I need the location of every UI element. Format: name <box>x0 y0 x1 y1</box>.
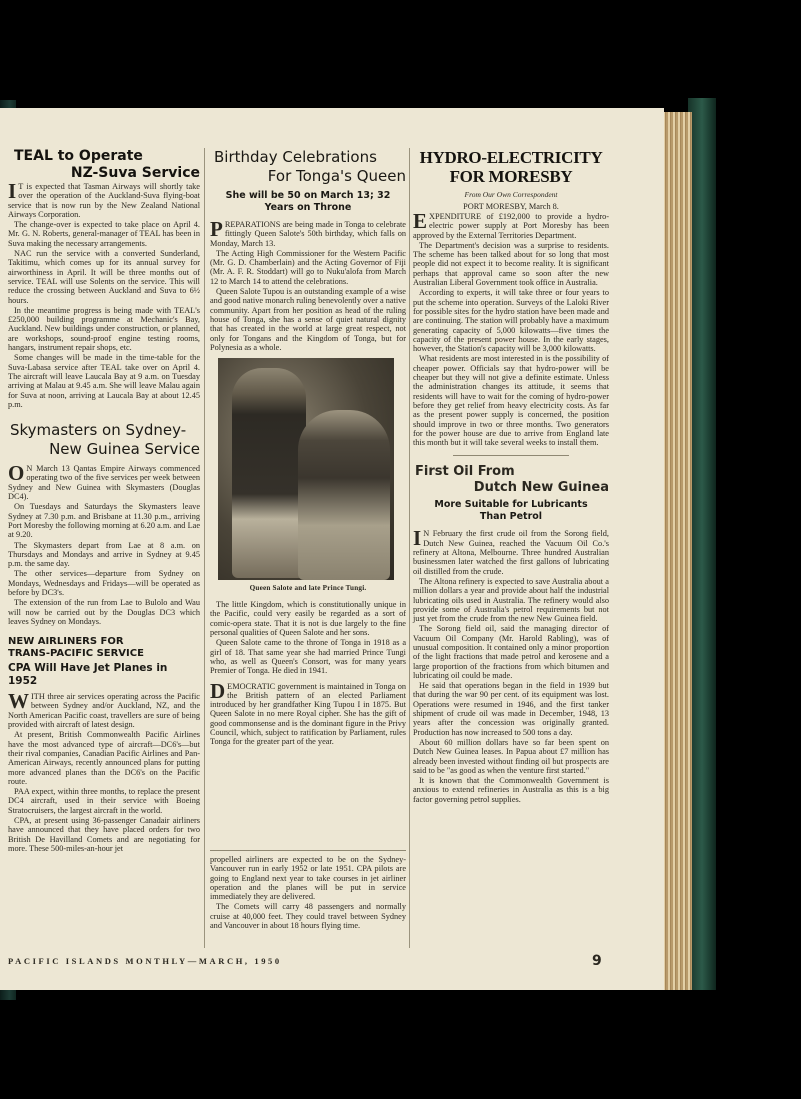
running-footer: PACIFIC ISLANDS MONTHLY—MARCH, 1950 <box>8 956 282 966</box>
article-teal <box>8 148 200 409</box>
dropcap: W <box>8 689 29 714</box>
subheadline: She will be 50 on March 13; 32 Years on Throne <box>225 190 391 213</box>
headline: Birthday Celebrations <box>214 148 377 166</box>
paragraph: Queen Salote Tupou is an outstanding example of a wise and good native monarch ruling benevolently over a native community. Apart from her position as head of the ruling house of Tonga, she has a sense of quiet natural dignity that has created in the world at large great respect, not only for Tongans and the Kingdom of Tonga, but for Polynesia as a whole. <box>210 287 406 352</box>
paragraph: O N March 13 Qantas Empire Airways commenced operating two of the five services per week between Sydney and New Guinea with Skymasters (Douglas DC4). <box>8 461 200 502</box>
column-3 <box>413 148 609 805</box>
paragraph: The little Kingdom, which is constitutionally unique in the Pacific, could very easily be regarded as a sort of comic-opera state. That it is not is due largely to the fine personal qualities of Queen Salote and her sons. <box>210 600 406 638</box>
headline: TEAL to Operate <box>14 148 143 164</box>
article-oil <box>413 464 609 804</box>
photo-figure-queen <box>298 410 390 580</box>
paragraph: I N February the first crude oil from the Sorong field, Dutch New Guinea, reached the Vacuum Oil Co.'s refinery at Altona, Melbourne. Three hundred Australian businessmen later watched the first gallons of lubricating oil distilled from the crude. <box>413 526 609 576</box>
paragraph: It is known that the Commonwealth Government is anxious to extend refineries in Australia as this is a big factor governing petrol supplies. <box>413 776 609 804</box>
article-birthday <box>210 148 406 747</box>
article-airliners <box>8 636 200 853</box>
paragraph: Some changes will be made in the time-table for the Suva-Labasa service after TEAL take over on April 4. The aircraft will leave Laucala Bay at 9 a.m. on Tuesday arriving at Malau at 9.45 a.m. She will leave Malau again for Suva at noon, arriving at Laucala Bay at about 12.45 p.m. <box>8 353 200 409</box>
book-cover-right <box>688 98 716 990</box>
paragraph: The Comets will carry 48 passengers and normally cruise at 40,000 feet. They could travel between Sydney and Vancouver in about 18 hours flying time. <box>210 902 406 931</box>
article-airliners-continued <box>210 850 406 931</box>
paragraph: The change-over is expected to take place on April 4. Mr. G. N. Roberts, general-manager of TEAL has been in Suva making the necessary arrangements. <box>8 220 200 248</box>
headline: For Tonga's Queen <box>267 167 406 185</box>
paragraph: The extension of the run from Lae to Bulolo and Wau will now be carried out by the Douglas DC3 which leaves Sydney on Mondays. <box>8 598 200 626</box>
paragraph: Queen Salote came to the throne of Tonga in 1918 as a girl of 18. That same year she had married Prince Tungi who, as well as Queen's Consort, was for many years Premier of Tonga. He died in 1941. <box>210 638 406 676</box>
dropcap: E <box>413 209 428 233</box>
headline: HYDRO-ELECTRICITY FOR MORESBY <box>419 148 603 186</box>
dropcap: D <box>210 678 226 703</box>
divider <box>210 850 406 851</box>
dateline: PORT MORESBY, March 8. <box>463 202 559 211</box>
magazine-page <box>0 108 664 990</box>
paragraph: The Altona refinery is expected to save Australia about a million dollars a year and provide about half the industrial lubricating oils used in Australia. The refinery would also provide some of Australia's petrol requirements but not just yet from the crude from the new New Guinea field. <box>413 576 609 624</box>
paragraph: At present, British Commonwealth Pacific Airlines have the most advanced type of aircraft—DC6's—but their rival companies, Canadian Pacific Airlines and Pan-American Airways, recently announced plans for putting more advanced planes than the DC6's on the Pacific route. <box>8 730 200 786</box>
paragraph: DEMOCRATIC government is maintained in Tonga on the British pattern of an elected Parliament introduced by her grandfather King Tupou I in 1875. But Queen Salote in no mere Royal cipher. She has the gift of good commonsense and is the dominant figure in the Privy Council, which, subject to ratification by Parliament, rules Tonga for the greater part of the year. <box>210 678 406 747</box>
paragraph: EXPENDITURE of £192,000 to provide a hydro-electric power supply at Port Moresby has been approved by the External Territories Department. <box>413 209 609 240</box>
headline: TRANS-PACIFIC SERVICE <box>8 648 144 660</box>
subheadline: More Suitable for Lubricants <box>434 499 588 511</box>
photo-figure-prince <box>232 368 306 578</box>
headline: First Oil From <box>415 464 515 480</box>
paragraph: I T is expected that Tasman Airways will shortly take over the operation of the Auckland-Suva flying-boat service that is now run by the New Zealand National Airways Corporation. <box>8 179 200 219</box>
paragraph: He said that operations began in the field in 1939 but that during the war 90 per cent. of its equipment was lost. Operations were resumed in 1946, and the first tanker shipment of crude oil was made in December, 1948, 13 years after the concession was originally granted. Production has now increased to 500 tons a day. <box>413 681 609 737</box>
paragraph: The Acting High Commissioner for the Western Pacific (Mr. G. D. Chamberlain) and the Acting Governor of Fiji (Mr. A. F. R. Stoddart) will go to Nuku'alofa from March 12 to March 14 to attend the celebrations. <box>210 248 406 286</box>
article-hydro <box>413 148 609 447</box>
paragraph: On Tuesdays and Saturdays the Skymasters leave Sydney at 7.30 p.m. and Brisbane at 11.30 p.m., arriving Port Moresby the following morning at 6.20 a.m. and Lae at 9.20. <box>8 502 200 540</box>
photo-queen-salote <box>218 358 394 580</box>
paragraph: The other services—departure from Sydney on Mondays, Wednesdays and Fridays—will be operated as before by DC3's. <box>8 569 200 597</box>
dropcap: I <box>8 179 17 203</box>
subheadline: CPA Will Have Jet Planes in 1952 <box>8 662 168 688</box>
subheadline: Than Petrol <box>479 511 543 523</box>
photo-caption: Queen Salote and late Prince Tungi. <box>249 584 367 593</box>
page-number: 9 <box>592 953 602 969</box>
paragraph: propelled airliners are expected to be on the Sydney-Vancouver run in early 1952 or late 1951. CPA pilots are going to England next year to take courses in jet airliner operation and the planes will be put in service immediately they are delivered. <box>210 855 406 902</box>
paragraph: The Sorong field oil, said the managing director of Vacuum Oil Company (Mr. Harold Rabling), was of unusual composition. It contained only a minor proportion of the light fractions that made petrol and kerosene and a large proportion of the fractions from which bitumen and lubricating oil could be made. <box>413 624 609 680</box>
paragraph: NAC run the service with a converted Sunderland, Takitimu, which comes up for its annual survey for airworthiness in April. It will be three months out of service. TEAL will use Solents on the service. This will reduce the crossing between Auckland and Suva to 6½ hours. <box>8 249 200 305</box>
paragraph: The Department's decision was a surprise to residents. The scheme has been talked about for so long that most people did not expect it to become reality. It is significant perhaps that approval came so soon after the new Australian Liberal Government took office in Australia. <box>413 240 609 288</box>
paragraph: About 60 million dollars have so far been spent on Dutch New Guinea leases. In Papua about £7 million has already been invested without finding oil but prospects are said to be "as good as when the venture first started." <box>413 737 609 775</box>
paragraph: According to experts, it will take three or four years to put the scheme into operation. Surveys of the Laloki River for possible sites for the hydro station have been made and are continuing. The station will probably have a maximum generating capacity of 5,000 kilowatts—five times the capacity of the present power house. In the early stages, however, the Station's capacity will be 3,000 kilowatts. <box>413 288 609 354</box>
headline: Skymasters on Sydney- <box>10 421 187 440</box>
dropcap: P <box>210 217 223 241</box>
headline: New Guinea Service <box>49 440 200 459</box>
article-skymasters <box>8 421 200 626</box>
paragraph: PREPARATIONS are being made in Tonga to celebrate fittingly Queen Salote's 50th birthday, which falls on Monday, March 13. <box>210 217 406 248</box>
headline: Dutch New Guinea <box>473 480 609 496</box>
dropcap: I <box>413 526 422 551</box>
headline: NZ-Suva Service <box>70 165 200 181</box>
headline: NEW AIRLINERS FOR <box>8 636 124 648</box>
divider <box>453 455 569 456</box>
column-2 <box>210 148 406 748</box>
paragraph: CPA, at present using 36-passenger Canadair airliners have announced that they have placed orders for two British De Havilland Comets and are negotiating for more. These 500-miles-an-hour jet <box>8 816 200 853</box>
paragraph: WITH three air services operating across the Pacific between Sydney and/or Auckland, NZ, and the North American Pacific coast, travellers are sure of being provided with aircraft of latest design. <box>8 689 200 730</box>
dropcap: O <box>8 461 25 486</box>
column-1 <box>8 148 200 854</box>
paragraph: PAA expect, within three months, to replace the present DC4 aircraft, used in their service with Boeing Stratocruisers, the largest aircraft in the world. <box>8 787 200 815</box>
column-rule <box>204 148 205 948</box>
byline: From Our Own Correspondent <box>464 190 558 199</box>
paragraph: The Skymasters depart from Lae at 8 a.m. on Thursdays and Mondays and arrive in Sydney at 9.45 p.m. the same day. <box>8 540 200 569</box>
column-rule <box>409 148 410 948</box>
paragraph: In the meantime progress is being made with TEAL's £250,000 building programme at Mechanic's Bay, Auckland. New buildings under construction, or planned, are workshops, sound-proof engine testing rooms, hangars, instrument repair shops, etc. <box>8 305 200 353</box>
paragraph: What residents are most interested in is the possibility of cheaper power. Officials say that hydro-power will be cheaper but they will not give a definite estimate. Unless the administration changes its attitude, it seems that residents will have to wait for the coming of hydro-power before they get relief from heavy electricity costs. As far as the present power supply is concerned, the position should improve in two or three months. Two generators for the power house are due to arrive from England late this month but it will take several weeks to install them. <box>413 354 609 448</box>
